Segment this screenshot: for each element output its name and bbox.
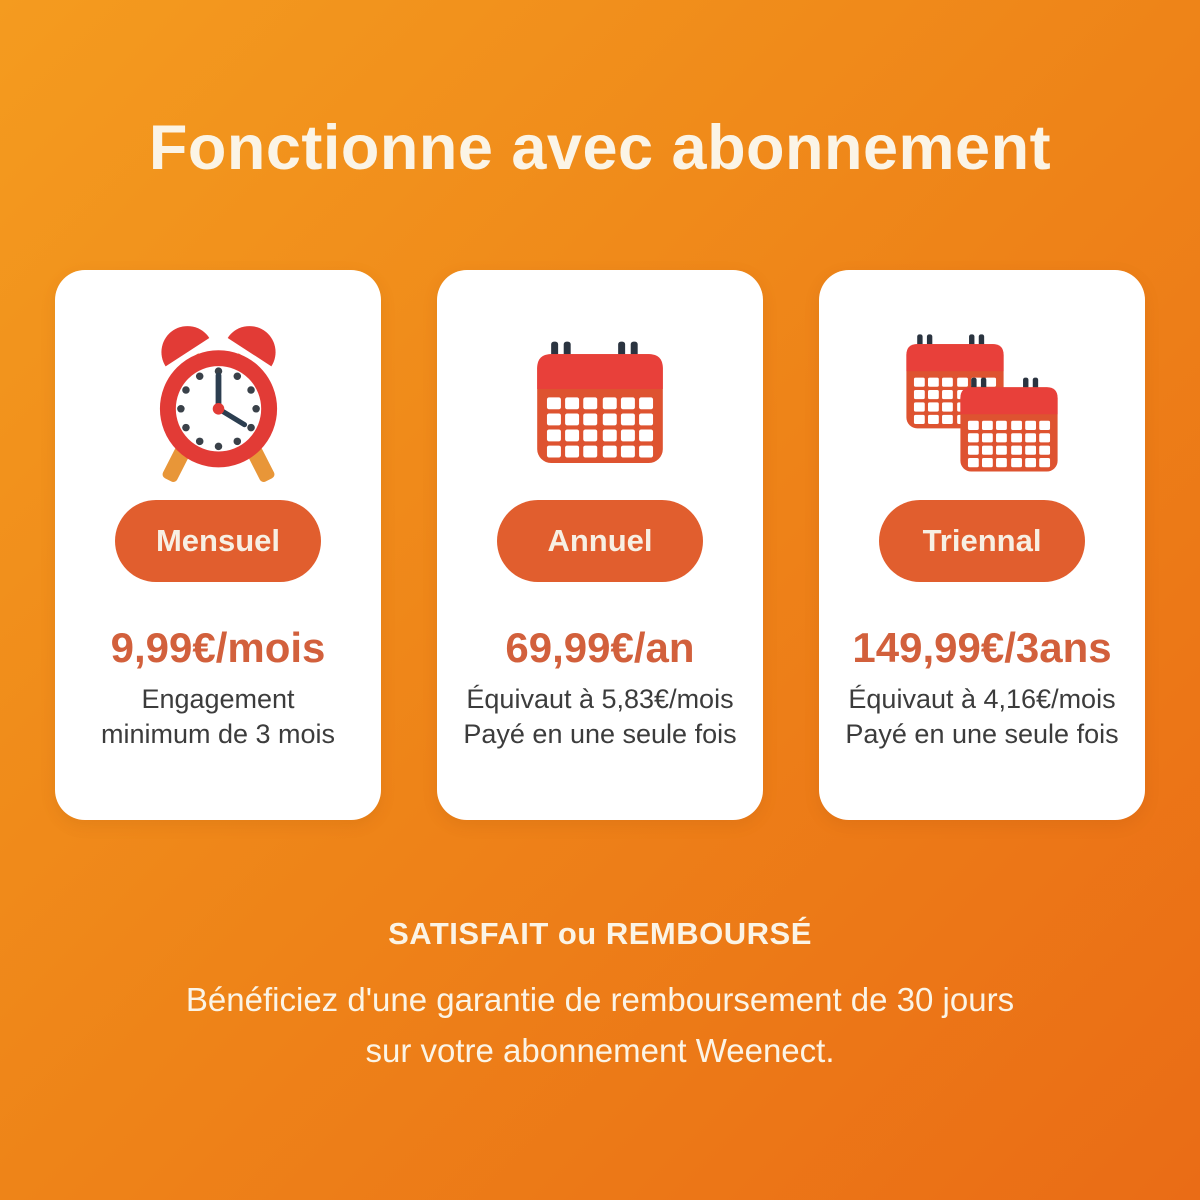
plan-description-annuel	[463, 682, 736, 752]
plan-description-line-2: Payé en une seule fois	[463, 719, 737, 750]
plan-button-annuel[interactable]: Annuel	[497, 500, 703, 582]
calendar-icon	[530, 318, 670, 488]
plan-description-mensuel	[101, 682, 335, 752]
subscription-card-triennal	[819, 270, 1145, 820]
guarantee-line-2: sur votre abonnement Weenect.	[365, 1032, 835, 1070]
plan-price-annuel: 69,99€/an	[505, 624, 695, 671]
plan-button-triennal[interactable]: Triennal	[879, 500, 1085, 582]
subscription-cards-row	[55, 270, 1145, 820]
alarm-clock-icon	[146, 318, 291, 488]
subscription-card-mensuel	[55, 270, 381, 820]
plan-description-line-1: Équivaut à 5,83€/mois	[466, 684, 734, 714]
subscription-card-annuel	[437, 270, 763, 820]
guarantee-section	[186, 916, 1014, 1076]
plan-price-mensuel: 9,99€/mois	[110, 624, 326, 671]
page-title: Fonctionne avec abonnement	[148, 113, 1052, 183]
plan-description-line-2: Payé en une seule fois	[845, 719, 1119, 750]
double-calendar-icon	[901, 318, 1063, 488]
plan-description-line-1: Équivaut à 4,16€/mois	[848, 684, 1116, 714]
plan-description-triennal	[845, 682, 1118, 752]
guarantee-line-1: Bénéficiez d'une garantie de remboursement de 30 jours	[185, 981, 1015, 1018]
guarantee-heading: SATISFAIT ou REMBOURSÉ	[388, 916, 812, 951]
plan-description-line-1: Engagement	[141, 684, 295, 714]
plan-price-triennal: 149,99€/3ans	[852, 624, 1112, 671]
plan-description-line-2: minimum de 3 mois	[100, 719, 336, 750]
plan-button-mensuel[interactable]: Mensuel	[115, 500, 321, 582]
